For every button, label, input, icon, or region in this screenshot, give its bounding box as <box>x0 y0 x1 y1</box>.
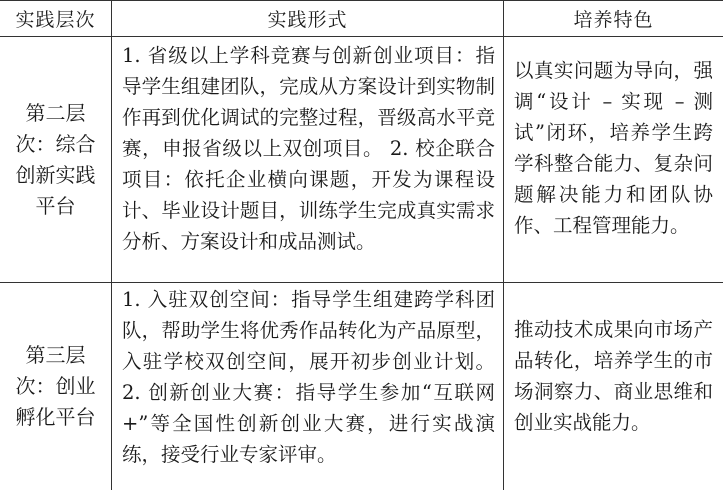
feature-cell <box>504 37 723 282</box>
feature-cell <box>504 283 723 490</box>
form-text: 1. 入驻双创空间：指导学生组建跨学科团队，帮助学生将优秀作品转化为产品原型，入驻学校双创空间，展开初步创业计划。 2. 创新创业大赛：指导学生参加“互联网 +”等全国性创新创业大赛，进行实战演练，接受行业专家评审。 <box>122 288 495 466</box>
header-form: 实践形式 <box>112 1 504 36</box>
table-row <box>0 283 723 490</box>
header-feature: 培养特色 <box>573 9 654 31</box>
form-cell <box>112 37 504 282</box>
level-label: 第二层次：综合创新实践平台 <box>15 100 96 218</box>
table-header-row <box>0 1 723 37</box>
level-cell <box>0 37 112 282</box>
header-level: 实践层次 <box>0 1 112 36</box>
feature-text: 推动技术成果向市场产品转化，培养学生的市场洞察力、商业思维和创业实战能力。 <box>514 318 713 434</box>
level-label: 第三层次：创业孵化平台 <box>15 343 96 429</box>
level-cell <box>0 283 112 490</box>
feature-text: 以真实问题为导向，强调“设计 – 实现 – 测试”闭环，培养学生跨学科整合能力、复杂问题解决能力和团队协作、工程管理能力。 <box>514 59 713 237</box>
form-text: 1. 省级以上学科竞赛与创新创业项目：指导学生组建团队，完成从方案设计到实物制作再到优化调试的完整过程，晋级高水平竞赛，申报省级以上双创项目。 2. 校企联合项目：依托企业横向课题，开发为课程设计、毕业设计题目，训练学生完成真实需求分析、方案设计和成品测试。 <box>122 44 495 253</box>
table-row <box>0 37 723 283</box>
form-cell <box>112 283 504 490</box>
